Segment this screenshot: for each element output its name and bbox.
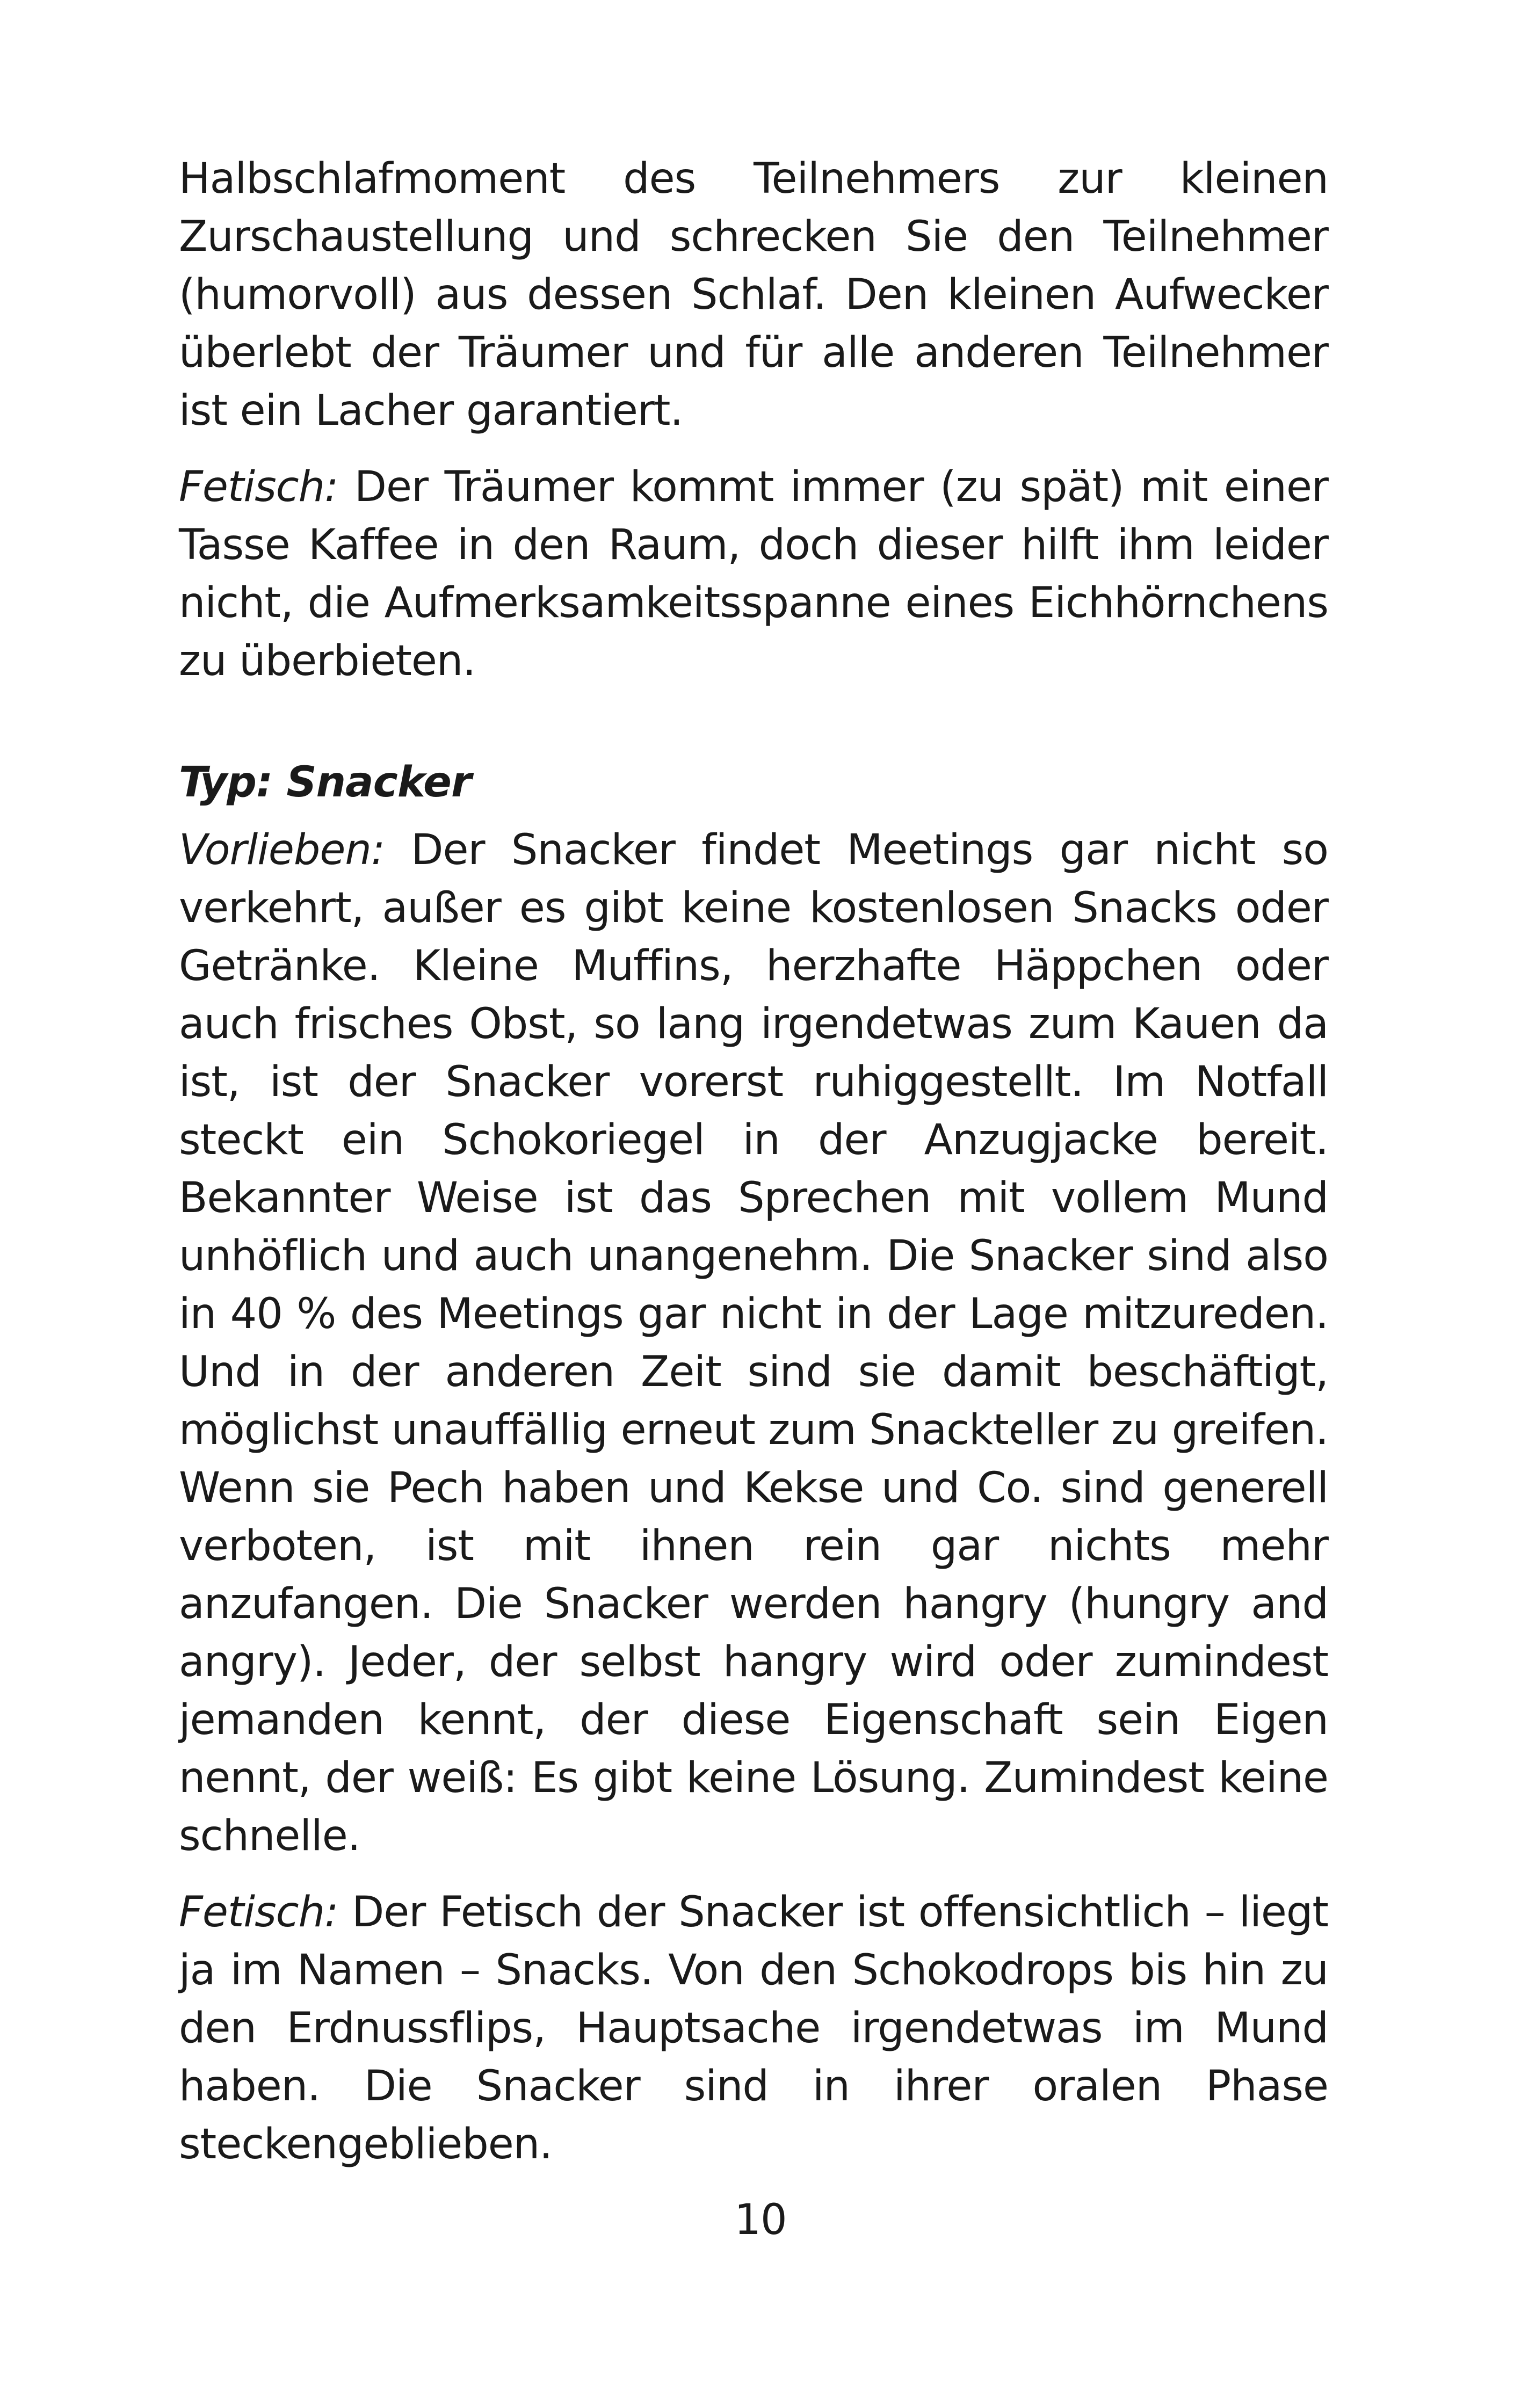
paragraph-text: Der Träumer kommt immer (zu spät) mit einer Tasse Kaffee in den Raum, doch dieser hilft ihm leider nicht, die Aufmerksamkeitsspanne eines Eichhörnchens zu überbieten. <box>179 463 1328 685</box>
paragraph-label: Vorlieben: <box>179 826 385 874</box>
paragraph-text: Halbschlafmoment des Teilnehmers zur kleinen Zurschaustellung und schrecken Sie den Teilnehmer (humorvoll) aus dessen Schlaf. Den kleinen Aufwecker überlebt der Träumer und für alle anderen Teilnehmer ist ein Lacher garantiert. <box>179 155 1328 435</box>
paragraph-label: Fetisch: <box>179 463 338 511</box>
section-heading: Typ: Snacker <box>179 758 472 807</box>
page-number: 10 <box>734 2196 787 2244</box>
paragraph-text: Der Fetisch der Snacker ist offensichtlich – liegt ja im Namen – Snacks. Von den Schokodrops bis hin zu den Erdnussflips, Hauptsache irgendetwas im Mund haben. Die Snacker sind in ihrer oralen Phase steckengeblieben. <box>179 1888 1328 2168</box>
paragraph-label: Fetisch: <box>179 1888 338 1936</box>
paragraph-text: Der Snacker findet Meetings gar nicht so verkehrt, außer es gibt keine kostenlosen Snacks oder Getränke. Kleine Muffins, herzhafte Häppchen oder auch frisches Obst, so lang irgendetwas zum Kauen da ist, ist der Snacker vorerst ruhiggestellt. Im Notfall steckt ein Schokoriegel in der Anzugjacke bereit. Bekannter Weise ist das Sprechen mit vollem Mund unhöflich und auch unangenehm. Die Snacker sind also in 40 % des Meetings gar nicht in der Lage mitzureden. Und in der anderen Zeit sind sie damit beschäftigt, möglichst unauffällig erneut zum Snackteller zu greifen. Wenn sie Pech haben und Kekse und Co. sind generell verboten, ist mit ihnen rein gar nichts mehr anzufangen. Die Snacker werden hangry (hungry and angry). Jeder, der selbst hangry wird oder zumindest jemanden kennt, der diese Eigenschaft sein Eigen nennt, der weiß: Es gibt keine Lösung. Zumindest keine schnelle. <box>179 826 1328 1860</box>
text-column <box>179 150 1328 2173</box>
paragraph-snacker-fetisch <box>179 1883 1328 2173</box>
paragraph-traeumer-fetisch <box>179 458 1328 690</box>
paragraph-traeumer-continuation <box>179 150 1328 440</box>
paragraph-snacker-vorlieben <box>179 821 1328 1865</box>
